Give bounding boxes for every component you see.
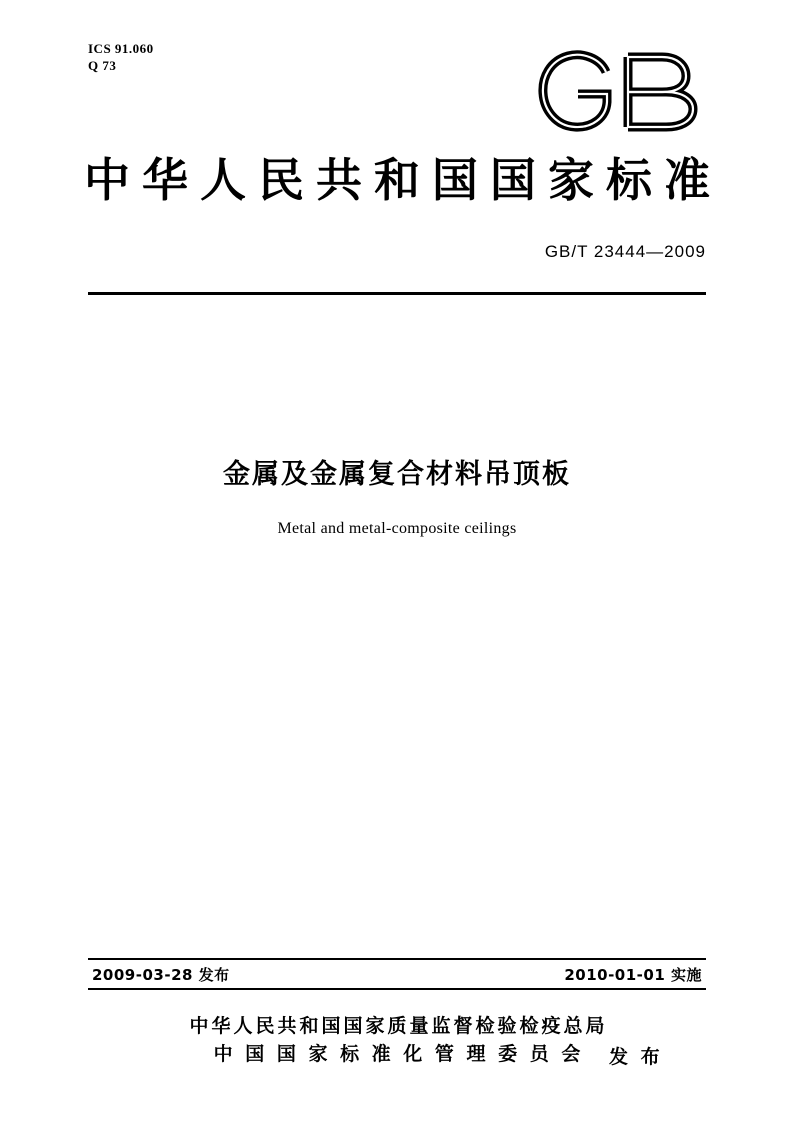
footer-divider-bottom xyxy=(88,988,706,990)
issuer-names xyxy=(186,1012,607,1068)
implementation-date: 2010-01-01 实施 xyxy=(564,966,702,984)
gb-logo-icon xyxy=(532,46,712,138)
standard-number: GB/T 23444—2009 xyxy=(544,242,706,261)
footer-divider-top xyxy=(88,958,706,960)
document-title-english: Metal and metal-composite ceilings xyxy=(277,520,517,537)
ics-classification-block xyxy=(88,40,154,74)
header-divider xyxy=(88,292,706,295)
document-title-chinese: 金属及金属复合材料吊顶板 xyxy=(223,459,571,490)
issuer-block xyxy=(0,1012,794,1068)
ics-code-line: ICS 91.060 xyxy=(88,41,154,56)
issue-label: 发 布 xyxy=(609,1046,663,1068)
national-standard-heading: 中华人民共和国国家标准 xyxy=(84,153,722,207)
publish-date: 2009-03-28 发布 xyxy=(92,966,230,984)
issuer-line-1: 中华人民共和国国家质量监督检验检疫总局 xyxy=(189,1015,608,1037)
china-standard-classification-code: Q 73 xyxy=(88,58,117,73)
issuer-line-2: 中 国 国 家 标 准 化 管 理 委 员 会 xyxy=(213,1043,584,1065)
